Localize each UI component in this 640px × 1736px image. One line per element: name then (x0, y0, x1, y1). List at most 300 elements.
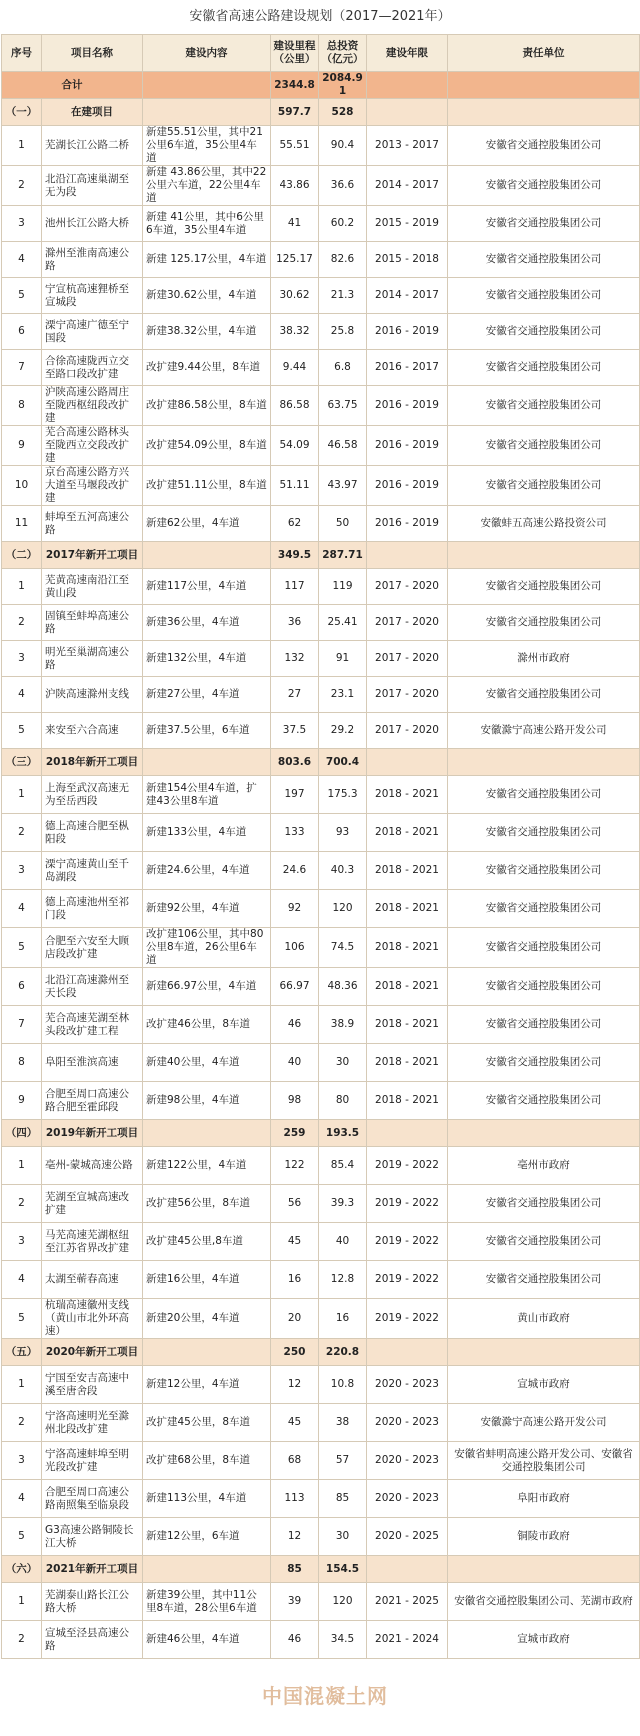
row-km: 46 (271, 1621, 319, 1659)
row-no: 1 (2, 569, 42, 605)
row-unit: 滁州市政府 (448, 641, 640, 677)
row-unit: 安徽省交通控股集团公司 (448, 350, 640, 386)
row-unit: 宣城市政府 (448, 1366, 640, 1404)
row-name: 来安至六合高速 (42, 713, 143, 749)
row-name: 沪陕高速公路周庄至陇西枢纽段改扩建 (42, 386, 143, 426)
row-years: 2019 - 2022 (367, 1261, 448, 1299)
row-invest: 50 (319, 506, 367, 542)
section-invest: 528 (319, 99, 367, 126)
table-row (2, 1480, 640, 1518)
row-unit: 安徽省交通控股集团公司 (448, 814, 640, 852)
row-unit: 安徽省交通控股集团公司 (448, 278, 640, 314)
row-content: 新建62公里，4车道 (143, 506, 271, 542)
section-unit (448, 1556, 640, 1583)
row-invest: 29.2 (319, 713, 367, 749)
row-km: 98 (271, 1082, 319, 1120)
row-no: 2 (2, 1404, 42, 1442)
row-name: 固镇至蚌埠高速公路 (42, 605, 143, 641)
row-years: 2019 - 2022 (367, 1223, 448, 1261)
row-no: 6 (2, 314, 42, 350)
row-name: 芜黄高速南沿江至黄山段 (42, 569, 143, 605)
watermark: 中国混凝土网 (262, 1684, 388, 1708)
header-name: 项目名称 (42, 35, 143, 72)
row-invest: 46.58 (319, 426, 367, 466)
row-invest: 38 (319, 1404, 367, 1442)
row-unit: 安徽省交通控股集团公司 (448, 852, 640, 890)
row-name: 芜合高速公路林头至陇西立交段改扩建 (42, 426, 143, 466)
table-row (2, 278, 640, 314)
row-no: 3 (2, 852, 42, 890)
row-no: 4 (2, 1480, 42, 1518)
row-name: 滁州至淮南高速公路 (42, 242, 143, 278)
section-content (143, 542, 271, 569)
row-no: 5 (2, 1518, 42, 1556)
row-name: 宁洛高速明光至滁州北段改扩建 (42, 1404, 143, 1442)
row-years: 2020 - 2023 (367, 1480, 448, 1518)
row-invest: 30 (319, 1044, 367, 1082)
row-invest: 85 (319, 1480, 367, 1518)
row-no: 8 (2, 1044, 42, 1082)
row-name: 上海至武汉高速无为至岳西段 (42, 776, 143, 814)
row-name: 马芜高速芜湖枢纽至江苏省界改扩建 (42, 1223, 143, 1261)
table-row (2, 677, 640, 713)
section-name: 2019年新开工项目 (42, 1120, 143, 1147)
row-content: 新建117公里，4车道 (143, 569, 271, 605)
row-no: 2 (2, 1621, 42, 1659)
row-years: 2015 - 2018 (367, 242, 448, 278)
row-invest: 85.4 (319, 1147, 367, 1185)
table-row (2, 1044, 640, 1082)
row-unit: 铜陵市政府 (448, 1518, 640, 1556)
row-years: 2017 - 2020 (367, 605, 448, 641)
row-name: 明光至巢湖高速公路 (42, 641, 143, 677)
row-unit: 安徽省交通控股集团公司 (448, 166, 640, 206)
row-invest: 57 (319, 1442, 367, 1480)
table-row (2, 1621, 640, 1659)
header-km: 建设里程（公里） (271, 35, 319, 72)
row-km: 40 (271, 1044, 319, 1082)
row-years: 2018 - 2021 (367, 968, 448, 1006)
table-row (2, 386, 640, 426)
row-no: 5 (2, 278, 42, 314)
row-no: 2 (2, 814, 42, 852)
table-body (2, 72, 640, 1659)
section-years (367, 542, 448, 569)
row-km: 37.5 (271, 713, 319, 749)
header-invest: 总投资（亿元） (319, 35, 367, 72)
row-name: 蚌埠至五河高速公路 (42, 506, 143, 542)
row-km: 45 (271, 1223, 319, 1261)
row-name: 宣城至泾县高速公路 (42, 1621, 143, 1659)
row-content: 新建30.62公里，4车道 (143, 278, 271, 314)
section-km: 803.6 (271, 749, 319, 776)
section-row (2, 1120, 640, 1147)
row-invest: 6.8 (319, 350, 367, 386)
section-invest: 193.5 (319, 1120, 367, 1147)
row-years: 2017 - 2020 (367, 641, 448, 677)
row-name: 芜合高速芜湖至林头段改扩建工程 (42, 1006, 143, 1044)
row-years: 2017 - 2020 (367, 569, 448, 605)
row-name: 芜湖泰山路长江公路大桥 (42, 1583, 143, 1621)
row-years: 2018 - 2021 (367, 928, 448, 968)
row-no: 3 (2, 1442, 42, 1480)
row-no: 3 (2, 641, 42, 677)
row-name: 太湖至蕲春高速 (42, 1261, 143, 1299)
row-invest: 39.3 (319, 1185, 367, 1223)
row-km: 51.11 (271, 466, 319, 506)
row-km: 9.44 (271, 350, 319, 386)
table-row (2, 605, 640, 641)
row-content: 新建36公里，4车道 (143, 605, 271, 641)
table-row (2, 314, 640, 350)
row-content: 改扩建56公里，8车道 (143, 1185, 271, 1223)
row-years: 2014 - 2017 (367, 278, 448, 314)
row-no: 7 (2, 1006, 42, 1044)
row-no: 7 (2, 350, 42, 386)
row-content: 新建154公里4车道，扩建43公里8车道 (143, 776, 271, 814)
row-invest: 91 (319, 641, 367, 677)
row-km: 38.32 (271, 314, 319, 350)
row-name: 沪陕高速滁州支线 (42, 677, 143, 713)
row-content: 新建98公里，4车道 (143, 1082, 271, 1120)
page-title: 安徽省高速公路建设规划（2017—2021年） (189, 9, 451, 24)
row-content: 改扩建45公里，8车道 (143, 1404, 271, 1442)
row-km: 197 (271, 776, 319, 814)
row-km: 27 (271, 677, 319, 713)
total-content (143, 72, 271, 99)
row-years: 2018 - 2021 (367, 852, 448, 890)
row-no: 2 (2, 1185, 42, 1223)
row-no: 4 (2, 1261, 42, 1299)
row-content: 改扩建45公里,8车道 (143, 1223, 271, 1261)
row-content: 新建 41公里，其中6公里6车道，35公里4车道 (143, 206, 271, 242)
total-invest: 2084.91 (319, 72, 367, 99)
row-km: 56 (271, 1185, 319, 1223)
row-years: 2018 - 2021 (367, 890, 448, 928)
row-years: 2020 - 2023 (367, 1366, 448, 1404)
row-content: 新建16公里，4车道 (143, 1261, 271, 1299)
row-no: 8 (2, 386, 42, 426)
row-years: 2021 - 2024 (367, 1621, 448, 1659)
row-unit: 宣城市政府 (448, 1621, 640, 1659)
section-unit (448, 1339, 640, 1366)
row-invest: 25.8 (319, 314, 367, 350)
row-name: 合肥至六安至大顾店段改扩建 (42, 928, 143, 968)
row-unit: 安徽省交通控股集团公司 (448, 426, 640, 466)
row-unit: 亳州市政府 (448, 1147, 640, 1185)
total-years (367, 72, 448, 99)
row-unit: 阜阳市政府 (448, 1480, 640, 1518)
row-unit: 安徽省交通控股集团公司、芜湖市政府 (448, 1583, 640, 1621)
row-years: 2019 - 2022 (367, 1185, 448, 1223)
row-content: 新建12公里，4车道 (143, 1366, 271, 1404)
row-unit: 安徽省交通控股集团公司 (448, 314, 640, 350)
table-row (2, 641, 640, 677)
row-invest: 175.3 (319, 776, 367, 814)
row-years: 2019 - 2022 (367, 1299, 448, 1339)
section-no: （二） (2, 542, 42, 569)
row-unit: 安徽滁宁高速公路开发公司 (448, 713, 640, 749)
row-km: 54.09 (271, 426, 319, 466)
row-content: 新建27公里，4车道 (143, 677, 271, 713)
section-km: 250 (271, 1339, 319, 1366)
row-km: 117 (271, 569, 319, 605)
row-invest: 10.8 (319, 1366, 367, 1404)
section-years (367, 99, 448, 126)
section-invest: 220.8 (319, 1339, 367, 1366)
table-row (2, 166, 640, 206)
row-km: 45 (271, 1404, 319, 1442)
row-content: 新建 43.86公里，其中22公里六车道，22公里4车道 (143, 166, 271, 206)
row-years: 2016 - 2017 (367, 350, 448, 386)
row-invest: 93 (319, 814, 367, 852)
row-km: 133 (271, 814, 319, 852)
section-km: 85 (271, 1556, 319, 1583)
row-km: 20 (271, 1299, 319, 1339)
header-years: 建设年限 (367, 35, 448, 72)
header-row (2, 35, 640, 72)
row-no: 5 (2, 928, 42, 968)
row-name: 亳州-蒙城高速公路 (42, 1147, 143, 1185)
row-name: 合徐高速陇西立交至路口段改扩建 (42, 350, 143, 386)
row-no: 11 (2, 506, 42, 542)
row-content: 新建12公里，6车道 (143, 1518, 271, 1556)
row-name: 阜阳至淮滨高速 (42, 1044, 143, 1082)
row-invest: 74.5 (319, 928, 367, 968)
row-content: 新建37.5公里，6车道 (143, 713, 271, 749)
row-content: 改扩建46公里，8车道 (143, 1006, 271, 1044)
row-content: 新建133公里，4车道 (143, 814, 271, 852)
row-invest: 43.97 (319, 466, 367, 506)
section-years (367, 1556, 448, 1583)
row-content: 新建20公里，4车道 (143, 1299, 271, 1339)
row-unit: 安徽省交通控股集团公司 (448, 206, 640, 242)
row-invest: 23.1 (319, 677, 367, 713)
row-content: 改扩建9.44公里，8车道 (143, 350, 271, 386)
row-unit: 黄山市政府 (448, 1299, 640, 1339)
row-invest: 25.41 (319, 605, 367, 641)
row-content: 新建55.51公里，其中21公里6车道，35公里4车道 (143, 126, 271, 166)
section-invest: 287.71 (319, 542, 367, 569)
row-unit: 安徽省交通控股集团公司 (448, 1223, 640, 1261)
row-invest: 119 (319, 569, 367, 605)
row-name: 宁国至安吉高速中溪至唐舍段 (42, 1366, 143, 1404)
row-name: 宁宣杭高速狸桥至宣城段 (42, 278, 143, 314)
table-row (2, 1299, 640, 1339)
row-unit: 安徽省交通控股集团公司 (448, 928, 640, 968)
section-years (367, 749, 448, 776)
row-unit: 安徽省交通控股集团公司 (448, 1082, 640, 1120)
row-unit: 安徽省交通控股集团公司 (448, 569, 640, 605)
section-km: 349.5 (271, 542, 319, 569)
row-years: 2018 - 2021 (367, 1082, 448, 1120)
row-km: 12 (271, 1518, 319, 1556)
row-invest: 30 (319, 1518, 367, 1556)
section-unit (448, 99, 640, 126)
table-row (2, 1261, 640, 1299)
row-years: 2018 - 2021 (367, 1006, 448, 1044)
row-no: 4 (2, 890, 42, 928)
section-row (2, 99, 640, 126)
row-name: 池州长江公路大桥 (42, 206, 143, 242)
section-no: （一） (2, 99, 42, 126)
row-content: 新建24.6公里，4车道 (143, 852, 271, 890)
row-invest: 48.36 (319, 968, 367, 1006)
table-row (2, 1223, 640, 1261)
row-no: 9 (2, 1082, 42, 1120)
row-name: 德上高速合肥至枞阳段 (42, 814, 143, 852)
row-content: 新建39公里，其中11公里8车道，28公里6车道 (143, 1583, 271, 1621)
row-km: 125.17 (271, 242, 319, 278)
section-row (2, 749, 640, 776)
row-invest: 38.9 (319, 1006, 367, 1044)
section-content (143, 99, 271, 126)
row-years: 2015 - 2019 (367, 206, 448, 242)
row-invest: 21.3 (319, 278, 367, 314)
section-name: 在建项目 (42, 99, 143, 126)
row-no: 4 (2, 677, 42, 713)
row-unit: 安徽省交通控股集团公司 (448, 126, 640, 166)
row-content: 新建92公里，4车道 (143, 890, 271, 928)
row-years: 2016 - 2019 (367, 506, 448, 542)
row-years: 2018 - 2021 (367, 1044, 448, 1082)
row-km: 43.86 (271, 166, 319, 206)
row-unit: 安徽省交通控股集团公司 (448, 1185, 640, 1223)
section-km: 259 (271, 1120, 319, 1147)
table-row (2, 1366, 640, 1404)
row-name: 芜湖长江公路二桥 (42, 126, 143, 166)
row-invest: 40.3 (319, 852, 367, 890)
row-no: 2 (2, 166, 42, 206)
row-years: 2017 - 2020 (367, 677, 448, 713)
row-km: 132 (271, 641, 319, 677)
row-invest: 60.2 (319, 206, 367, 242)
section-km: 597.7 (271, 99, 319, 126)
table-row (2, 890, 640, 928)
row-content: 改扩建106公里，其中80公里8车道，26公里6车道 (143, 928, 271, 968)
row-content: 改扩建54.09公里，8车道 (143, 426, 271, 466)
row-km: 46 (271, 1006, 319, 1044)
table-row (2, 1518, 640, 1556)
table-row (2, 350, 640, 386)
table-row (2, 242, 640, 278)
row-content: 新建66.97公里，4车道 (143, 968, 271, 1006)
table-row (2, 126, 640, 166)
total-km: 2344.8 (271, 72, 319, 99)
row-name: 京台高速公路方兴大道至马堰段改扩建 (42, 466, 143, 506)
row-content: 新建 125.17公里，4车道 (143, 242, 271, 278)
section-name: 2018年新开工项目 (42, 749, 143, 776)
row-years: 2020 - 2023 (367, 1442, 448, 1480)
row-years: 2019 - 2022 (367, 1147, 448, 1185)
row-km: 30.62 (271, 278, 319, 314)
row-content: 改扩建68公里，8车道 (143, 1442, 271, 1480)
section-unit (448, 1120, 640, 1147)
table-row (2, 713, 640, 749)
table-row (2, 814, 640, 852)
total-row (2, 72, 640, 99)
row-unit: 安徽蚌五高速公路投资公司 (448, 506, 640, 542)
row-unit: 安徽省交通控股集团公司 (448, 386, 640, 426)
row-no: 1 (2, 1147, 42, 1185)
section-no: （五） (2, 1339, 42, 1366)
row-unit: 安徽省交通控股集团公司 (448, 1261, 640, 1299)
row-years: 2016 - 2019 (367, 426, 448, 466)
row-unit: 安徽省交通控股集团公司 (448, 890, 640, 928)
row-years: 2018 - 2021 (367, 776, 448, 814)
section-invest: 154.5 (319, 1556, 367, 1583)
row-km: 92 (271, 890, 319, 928)
header-unit: 责任单位 (448, 35, 640, 72)
row-years: 2021 - 2025 (367, 1583, 448, 1621)
table-row (2, 206, 640, 242)
row-km: 55.51 (271, 126, 319, 166)
row-invest: 16 (319, 1299, 367, 1339)
row-km: 62 (271, 506, 319, 542)
row-name: 北沿江高速巢湖至无为段 (42, 166, 143, 206)
row-name: G3高速公路铜陵长江大桥 (42, 1518, 143, 1556)
section-years (367, 1339, 448, 1366)
row-name: 德上高速池州至祁门段 (42, 890, 143, 928)
table-row (2, 1147, 640, 1185)
table-row (2, 776, 640, 814)
row-invest: 40 (319, 1223, 367, 1261)
row-name: 杭瑞高速徽州支线（黄山市北外环高速） (42, 1299, 143, 1339)
row-years: 2020 - 2023 (367, 1404, 448, 1442)
section-no: （六） (2, 1556, 42, 1583)
table-row (2, 852, 640, 890)
section-unit (448, 749, 640, 776)
row-unit: 安徽省交通控股集团公司 (448, 605, 640, 641)
row-unit: 安徽省交通控股集团公司 (448, 1006, 640, 1044)
row-content: 新建132公里，4车道 (143, 641, 271, 677)
section-years (367, 1120, 448, 1147)
row-content: 改扩建51.11公里，8车道 (143, 466, 271, 506)
table-row (2, 1006, 640, 1044)
row-no: 5 (2, 713, 42, 749)
row-name: 合肥至周口高速公路南照集至临泉段 (42, 1480, 143, 1518)
row-no: 1 (2, 126, 42, 166)
section-invest: 700.4 (319, 749, 367, 776)
row-unit: 安徽滁宁高速公路开发公司 (448, 1404, 640, 1442)
row-invest: 36.6 (319, 166, 367, 206)
row-invest: 82.6 (319, 242, 367, 278)
row-name: 合肥至周口高速公路合肥至霍邱段 (42, 1082, 143, 1120)
table-row (2, 968, 640, 1006)
row-no: 3 (2, 1223, 42, 1261)
row-km: 106 (271, 928, 319, 968)
section-no: （三） (2, 749, 42, 776)
row-unit: 安徽省交通控股集团公司 (448, 466, 640, 506)
row-no: 1 (2, 776, 42, 814)
row-years: 2018 - 2021 (367, 814, 448, 852)
table-row (2, 1404, 640, 1442)
total-unit (448, 72, 640, 99)
table-row (2, 1185, 640, 1223)
table-row (2, 1082, 640, 1120)
row-no: 4 (2, 242, 42, 278)
row-invest: 12.8 (319, 1261, 367, 1299)
row-content: 新建113公里，4车道 (143, 1480, 271, 1518)
row-unit: 安徽省交通控股集团公司 (448, 1044, 640, 1082)
total-label: 合计 (2, 72, 143, 99)
row-content: 新建40公里，4车道 (143, 1044, 271, 1082)
section-name: 2020年新开工项目 (42, 1339, 143, 1366)
row-content: 新建46公里，4车道 (143, 1621, 271, 1659)
row-km: 86.58 (271, 386, 319, 426)
row-invest: 90.4 (319, 126, 367, 166)
section-row (2, 1339, 640, 1366)
